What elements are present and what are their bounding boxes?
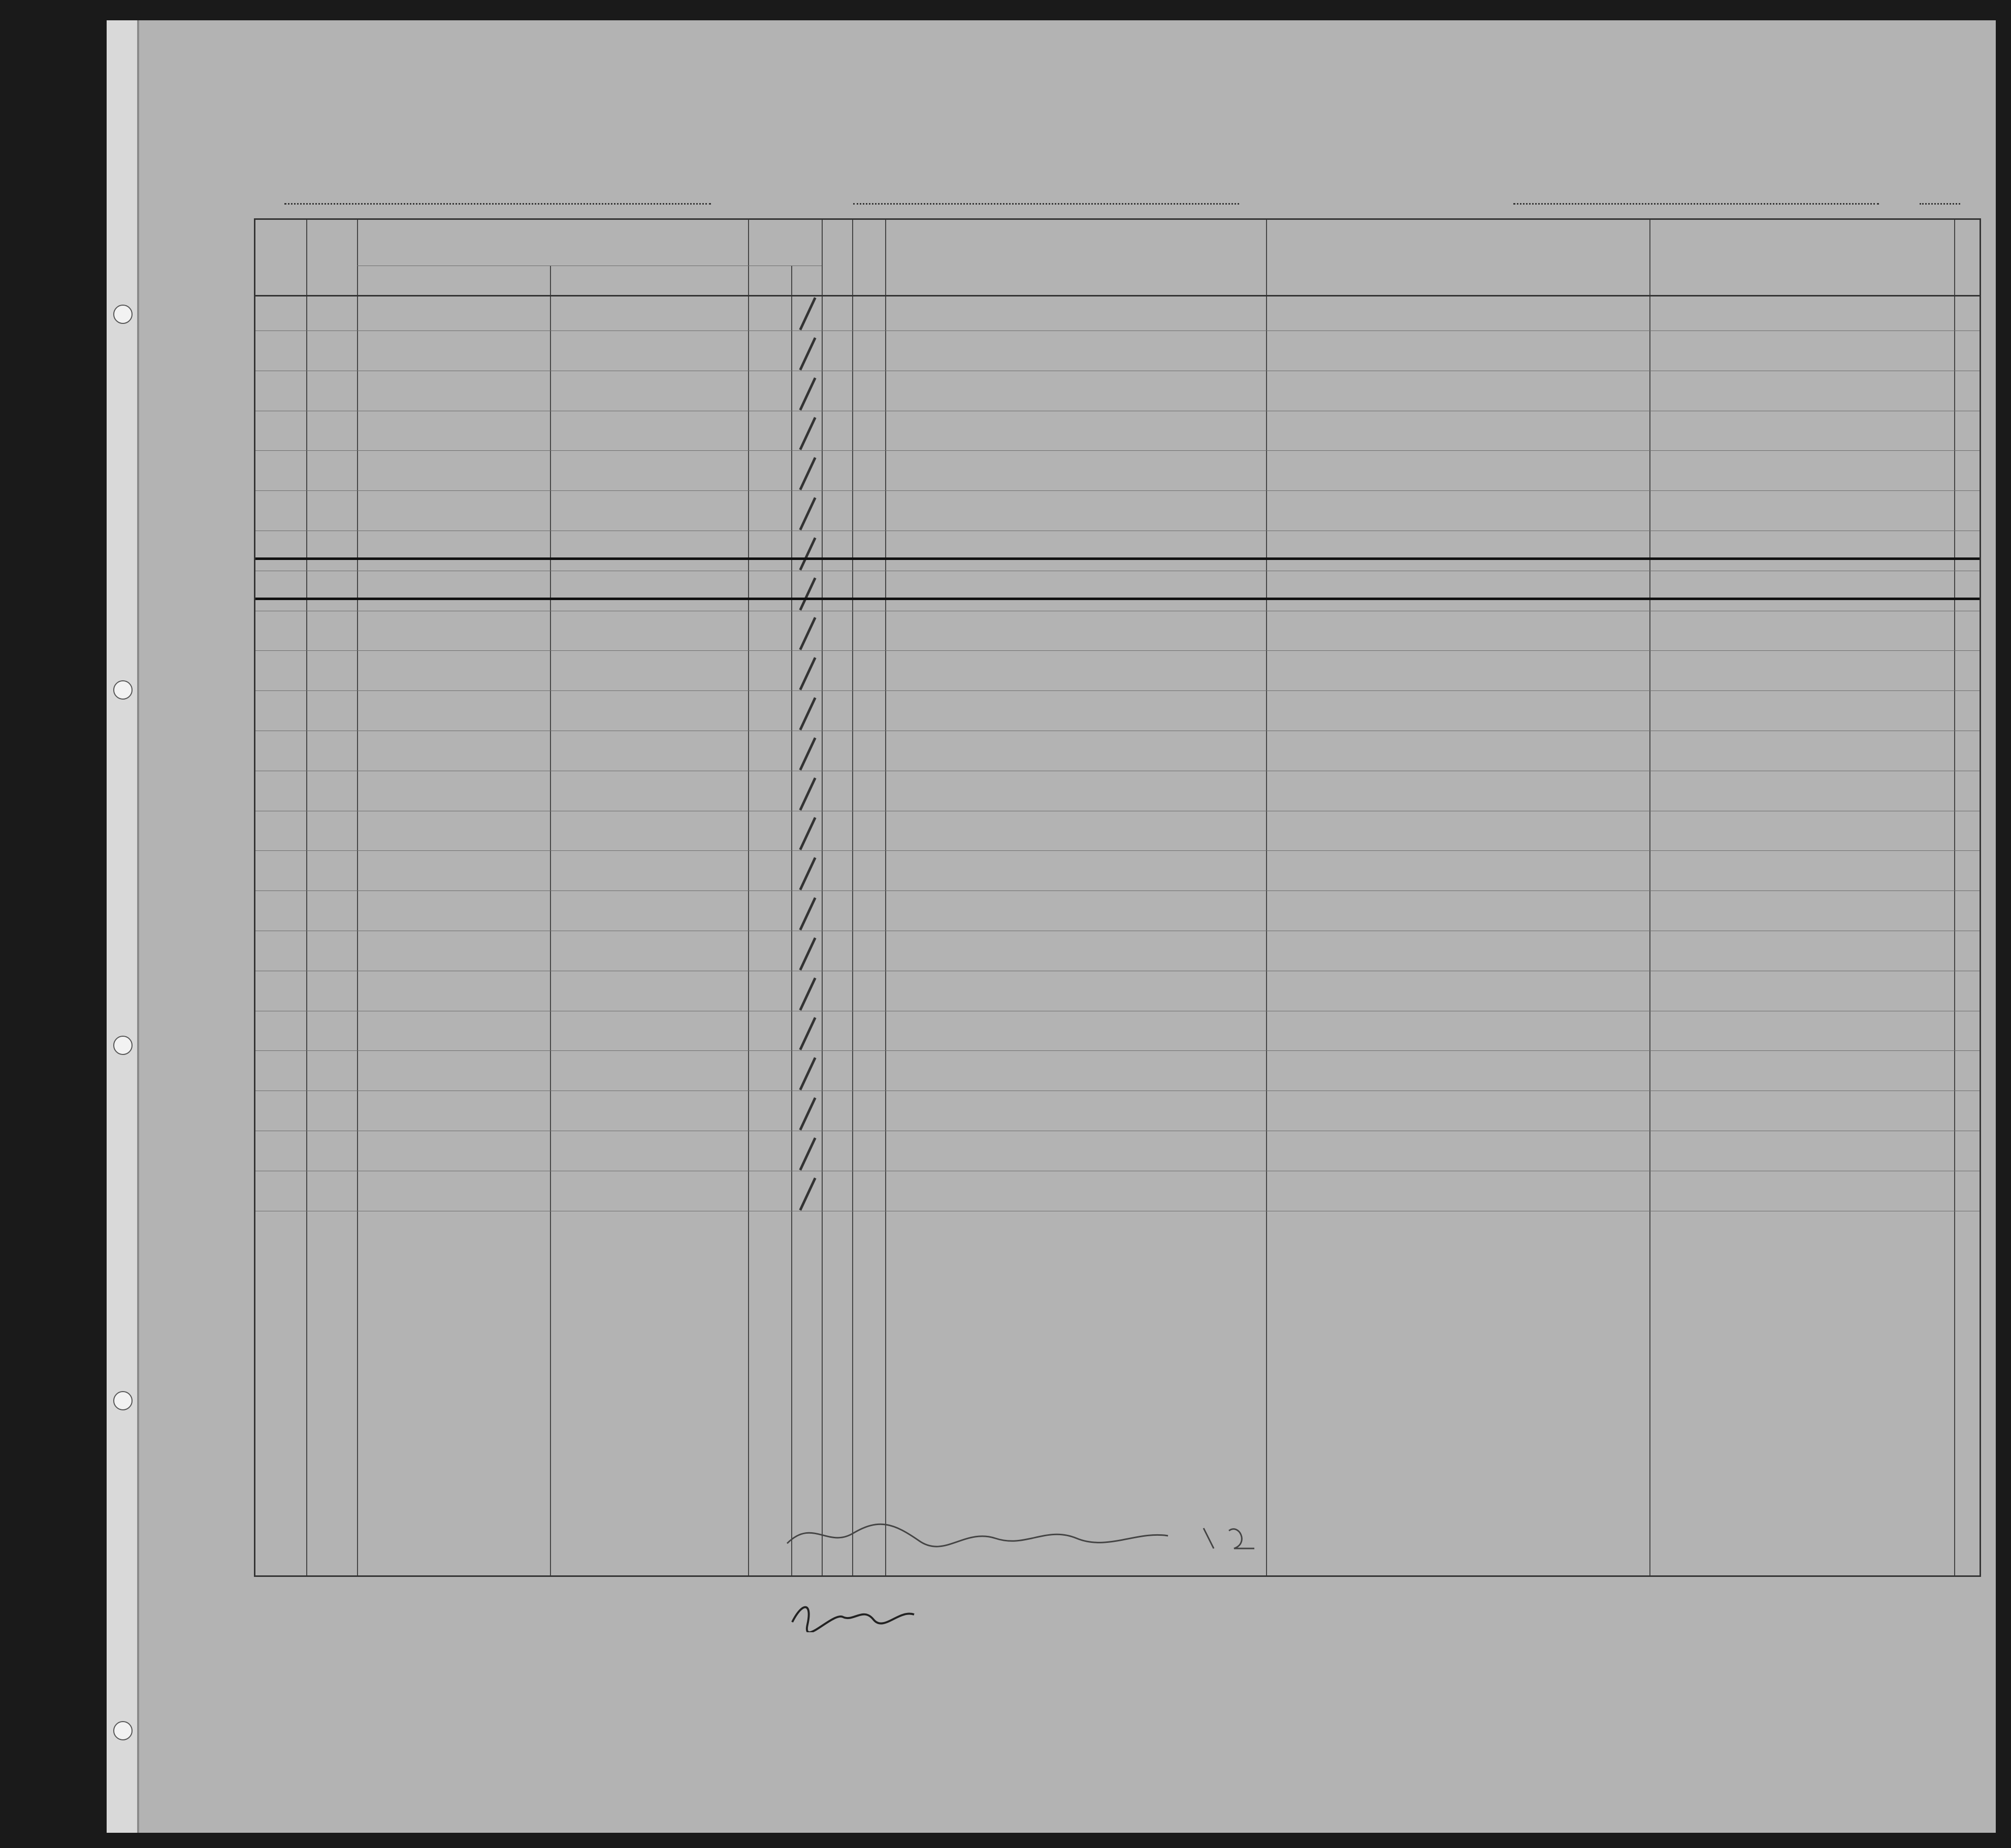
table-row bbox=[255, 531, 1980, 571]
table-row bbox=[255, 1051, 1980, 1091]
cancel-strike-line bbox=[255, 557, 1980, 560]
check-mark bbox=[799, 977, 816, 1011]
table-row bbox=[255, 1091, 1980, 1131]
passenger-table bbox=[254, 218, 1981, 1577]
punch-hole bbox=[113, 1721, 133, 1740]
table-row bbox=[255, 371, 1980, 411]
check-mark bbox=[799, 777, 816, 811]
check-mark bbox=[799, 1177, 816, 1211]
check-mark bbox=[799, 817, 816, 851]
table-row bbox=[255, 1171, 1980, 1211]
table-row bbox=[255, 931, 1980, 971]
check-mark bbox=[799, 377, 816, 411]
table-row bbox=[255, 611, 1980, 650]
check-mark bbox=[799, 897, 816, 931]
handwritten-remark bbox=[782, 1513, 1305, 1559]
table-row bbox=[255, 331, 1980, 371]
table-row bbox=[255, 491, 1980, 531]
table-row bbox=[255, 771, 1980, 811]
check-mark bbox=[799, 857, 816, 890]
table-row bbox=[255, 851, 1980, 890]
check-mark bbox=[799, 937, 816, 971]
table-row bbox=[255, 451, 1980, 490]
table-row bbox=[255, 1011, 1980, 1050]
check-mark bbox=[799, 457, 816, 490]
table-row bbox=[255, 891, 1980, 931]
check-mark bbox=[799, 1057, 816, 1091]
manifest-page bbox=[107, 20, 1996, 1833]
check-mark bbox=[799, 537, 816, 571]
check-mark bbox=[799, 1017, 816, 1051]
table-row bbox=[255, 731, 1980, 771]
binding-edge bbox=[107, 20, 139, 1833]
table-row bbox=[255, 971, 1980, 1011]
check-mark bbox=[799, 1097, 816, 1131]
punch-hole bbox=[113, 305, 133, 324]
check-mark bbox=[799, 337, 816, 371]
punch-hole bbox=[113, 1036, 133, 1055]
check-mark bbox=[799, 297, 816, 331]
check-mark bbox=[799, 417, 816, 451]
table-row bbox=[255, 1131, 1980, 1171]
check-mark bbox=[799, 617, 816, 651]
check-mark bbox=[799, 737, 816, 771]
check-mark bbox=[799, 1137, 816, 1171]
punch-hole bbox=[113, 1391, 133, 1410]
table-row bbox=[255, 811, 1980, 850]
check-mark bbox=[799, 657, 816, 690]
table-row bbox=[255, 571, 1980, 611]
table-row bbox=[255, 651, 1980, 690]
punch-hole bbox=[113, 680, 133, 700]
table-row bbox=[255, 291, 1980, 331]
table-row bbox=[255, 691, 1980, 731]
table-row bbox=[255, 411, 1980, 450]
check-mark bbox=[799, 697, 816, 731]
check-mark bbox=[799, 497, 816, 531]
purser-signature bbox=[787, 1597, 919, 1632]
cancel-strike-line bbox=[255, 598, 1980, 600]
check-mark bbox=[799, 577, 816, 611]
